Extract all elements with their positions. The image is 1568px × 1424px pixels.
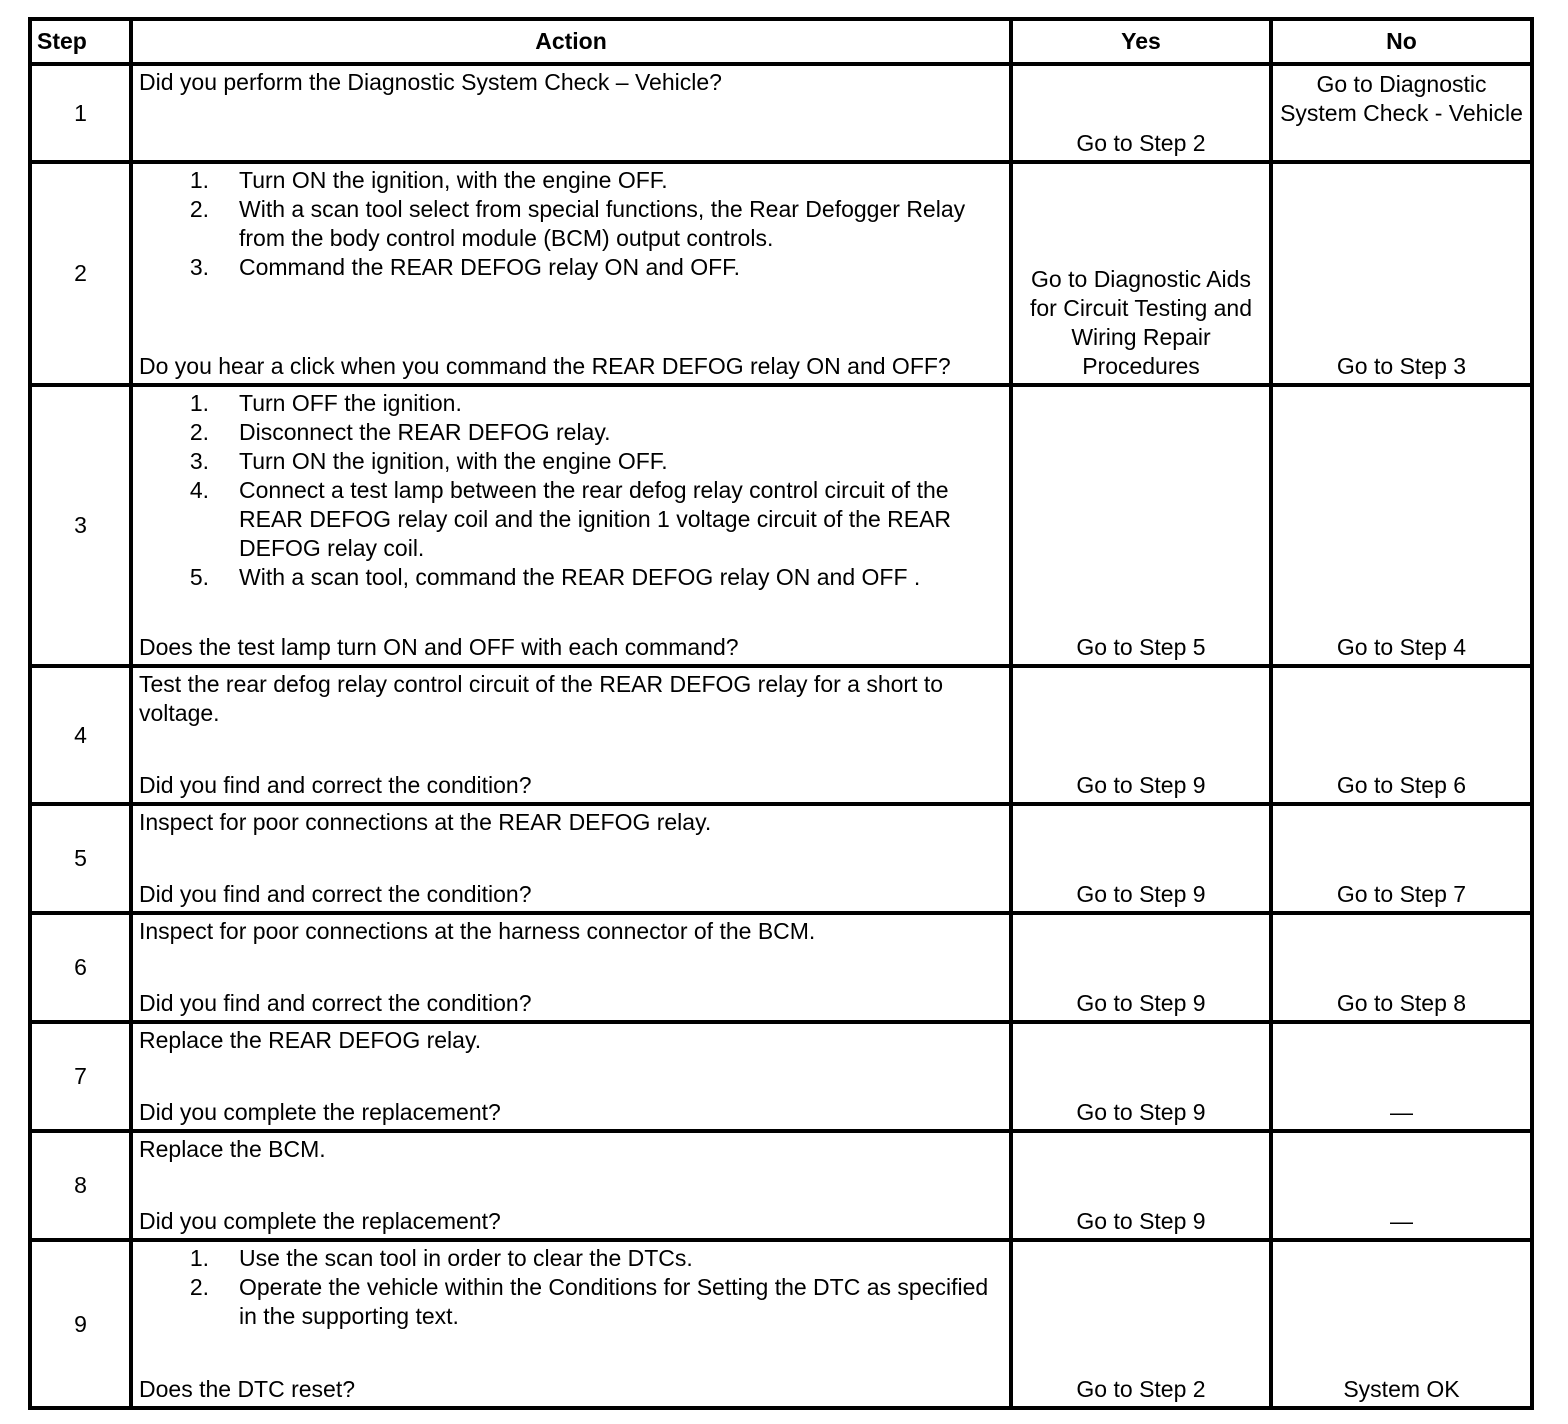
- list-item: [139, 1244, 1004, 1273]
- list-item: [139, 389, 1004, 418]
- yes-cell: Go to Step 9: [1011, 913, 1271, 1022]
- step-number: 3: [30, 385, 131, 666]
- step-number: 2: [30, 162, 131, 385]
- table-row: [30, 1240, 1532, 1408]
- list-item: [139, 418, 1004, 447]
- no-cell: Go to Step 8: [1271, 913, 1532, 1022]
- action-cell: [131, 385, 1011, 666]
- list-text: Connect a test lamp between the rear defog relay control circuit of the REAR DEFOG relay coil and the ignition 1 voltage circuit of the REAR DEFOG relay coil.: [239, 477, 952, 561]
- table-row: [30, 913, 1532, 1022]
- list-text: Turn ON the ignition, with the engine OFF.: [239, 167, 668, 193]
- list-number: 2.: [189, 196, 209, 222]
- no-cell: Go to Step 3: [1271, 162, 1532, 385]
- action-instruction: Inspect for poor connections at the REAR DEFOG relay.: [139, 809, 712, 835]
- action-instruction: Replace the BCM.: [139, 1136, 326, 1162]
- action-question: Did you perform the Diagnostic System Check – Vehicle?: [139, 69, 722, 95]
- action-question: Did you complete the replacement?: [139, 1099, 501, 1125]
- table-row: [30, 804, 1532, 913]
- action-question: Did you complete the replacement?: [139, 1208, 501, 1234]
- table-row: [30, 1131, 1532, 1240]
- no-cell: Go to Step 7: [1271, 804, 1532, 913]
- header-step: Step: [30, 19, 131, 64]
- list-number: 5.: [189, 564, 209, 590]
- list-number: 1.: [189, 1245, 209, 1271]
- table-row: [30, 1022, 1532, 1131]
- list-number: 2.: [189, 419, 209, 445]
- list-number: 3.: [189, 254, 209, 280]
- action-instruction: Replace the REAR DEFOG relay.: [139, 1027, 482, 1053]
- list-text: With a scan tool, command the REAR DEFOG relay ON and OFF .: [239, 564, 921, 590]
- diagnostic-table: [28, 17, 1534, 1410]
- list-item: [139, 476, 1004, 563]
- list-item: [139, 1273, 1004, 1331]
- no-cell: —: [1271, 1131, 1532, 1240]
- list-item: [139, 195, 1004, 253]
- action-cell: [131, 666, 1011, 804]
- no-cell: System OK: [1271, 1240, 1532, 1408]
- action-cell: [131, 804, 1011, 913]
- header-row: [30, 19, 1532, 64]
- step-list: [139, 166, 1004, 282]
- list-number: 3.: [189, 448, 209, 474]
- list-number: 4.: [189, 477, 209, 503]
- action-instruction: Inspect for poor connections at the harness connector of the BCM.: [139, 918, 816, 944]
- step-number: 9: [30, 1240, 131, 1408]
- list-text: Operate the vehicle within the Conditions for Setting the DTC as specified in the supporting text.: [239, 1274, 989, 1329]
- action-question: Did you find and correct the condition?: [139, 881, 532, 907]
- header-yes: Yes: [1011, 19, 1271, 64]
- no-cell: Go to Step 4: [1271, 385, 1532, 666]
- list-text: Turn ON the ignition, with the engine OFF.: [239, 448, 668, 474]
- list-number: 1.: [189, 167, 209, 193]
- yes-cell: Go to Step 9: [1011, 804, 1271, 913]
- yes-cell: Go to Step 2: [1011, 64, 1271, 162]
- action-cell: [131, 162, 1011, 385]
- action-question: Do you hear a click when you command the REAR DEFOG relay ON and OFF?: [139, 353, 951, 379]
- action-question: Does the test lamp turn ON and OFF with each command?: [139, 634, 739, 660]
- step-number: 6: [30, 913, 131, 1022]
- table-row: [30, 385, 1532, 666]
- table-row: [30, 162, 1532, 385]
- action-question: Does the DTC reset?: [139, 1376, 356, 1402]
- action-cell: [131, 1131, 1011, 1240]
- yes-cell: Go to Step 2: [1011, 1240, 1271, 1408]
- list-item: [139, 563, 1004, 592]
- action-cell: [131, 1022, 1011, 1131]
- no-cell: Go to Diagnostic System Check - Vehicle: [1271, 64, 1532, 162]
- yes-cell: Go to Step 9: [1011, 1022, 1271, 1131]
- header-no: No: [1271, 19, 1532, 64]
- list-item: [139, 253, 1004, 282]
- list-text: Turn OFF the ignition.: [239, 390, 462, 416]
- table-row: [30, 666, 1532, 804]
- step-list: [139, 1244, 1004, 1331]
- list-number: 2.: [189, 1274, 209, 1300]
- action-question: Did you find and correct the condition?: [139, 772, 532, 798]
- no-cell: Go to Step 6: [1271, 666, 1532, 804]
- step-number: 1: [30, 64, 131, 162]
- step-number: 8: [30, 1131, 131, 1240]
- action-cell: [131, 1240, 1011, 1408]
- step-list: [139, 389, 1004, 592]
- no-cell: —: [1271, 1022, 1532, 1131]
- yes-cell: Go to Step 5: [1011, 385, 1271, 666]
- list-text: Use the scan tool in order to clear the DTCs.: [239, 1245, 693, 1271]
- table-row: [30, 64, 1532, 162]
- yes-cell: Go to Step 9: [1011, 666, 1271, 804]
- list-item: [139, 447, 1004, 476]
- list-text: Command the REAR DEFOG relay ON and OFF.: [239, 254, 741, 280]
- header-action: Action: [131, 19, 1011, 64]
- action-instruction: Test the rear defog relay control circuit of the REAR DEFOG relay for a short to voltage.: [139, 671, 944, 726]
- step-number: 7: [30, 1022, 131, 1131]
- step-number: 5: [30, 804, 131, 913]
- action-cell: [131, 913, 1011, 1022]
- action-question: Did you find and correct the condition?: [139, 990, 532, 1016]
- step-number: 4: [30, 666, 131, 804]
- yes-cell: Go to Step 9: [1011, 1131, 1271, 1240]
- action-cell: [131, 64, 1011, 162]
- list-text: Disconnect the REAR DEFOG relay.: [239, 419, 611, 445]
- list-number: 1.: [189, 390, 209, 416]
- list-text: With a scan tool select from special functions, the Rear Defogger Relay from the body control module (BCM) output controls.: [239, 196, 966, 251]
- yes-cell: Go to Diagnostic Aids for Circuit Testing and Wiring Repair Procedures: [1011, 162, 1271, 385]
- list-item: [139, 166, 1004, 195]
